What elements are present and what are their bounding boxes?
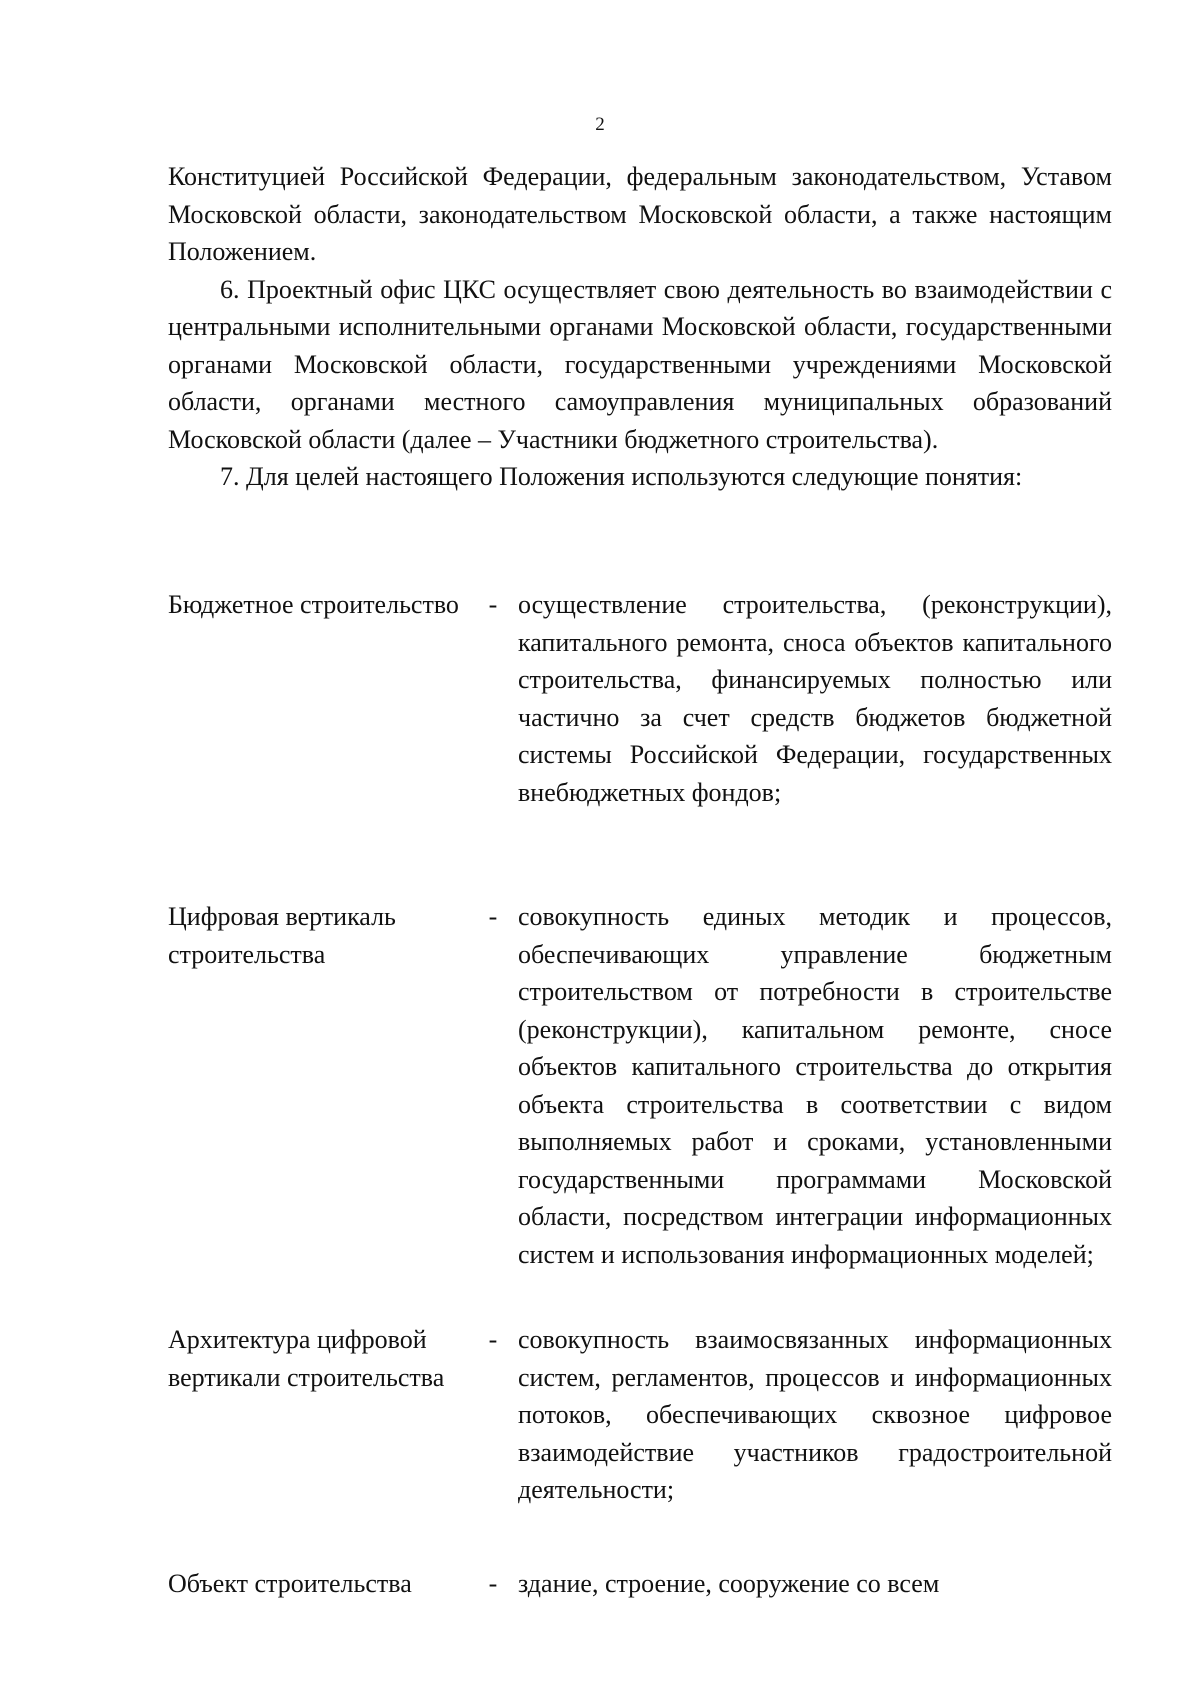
terms-list	[168, 586, 1112, 1631]
term-name: Архитектура цифровой вертикали строительства	[168, 1325, 445, 1392]
term-row	[168, 1321, 1112, 1537]
term-name: Объект строительства	[168, 1569, 412, 1598]
paragraph-6: 6. Проектный офис ЦКС осуществляет свою деятельность во взаимодействии с центральными исполнительными органами Московской области, государственными органами Московской области, государственными учреждениями Московской области, органами местного самоуправления муниципальных образований Московской области (далее – Участники бюджетного строительства).	[168, 274, 1112, 454]
term-dash: -	[488, 902, 498, 931]
term-name: Цифровая вертикаль строительства	[168, 902, 396, 969]
term-name: Бюджетное строительство	[168, 590, 459, 619]
term-dash: -	[488, 1325, 498, 1354]
intro-text	[168, 158, 1112, 496]
term-definition: совокупность взаимосвязанных информационных систем, регламентов, процессов и информационных потоков, обеспечивающих сквозное цифровое взаимодействие участников градостроительной деятельности;	[518, 1325, 1112, 1504]
page-number: 2	[595, 114, 605, 135]
term-definition: совокупность единых методик и процессов, обеспечивающих управление бюджетным строительством от потребности в строительстве (реконструкции), капитальном ремонте, сносе объектов капитального строительства до открытия объекта строительства в соответствии с видом выполняемых работ и сроками, установленными государственными программами Московской области, посредством интеграции информационных систем и использования информационных моделей;	[518, 902, 1112, 1269]
term-dash: -	[488, 1569, 498, 1598]
term-definition: осуществление строительства, (реконструкции), капитального ремонта, сноса объектов капитального строительства, финансируемых полностью или частично за счет средств бюджетов бюджетной системы Российской Федерации, государственных внебюджетных фондов;	[518, 590, 1112, 807]
term-dash: -	[488, 590, 498, 619]
term-definition: здание, строение, сооружение со всем	[518, 1569, 940, 1598]
paragraph-7: 7. Для целей настоящего Положения используются следующие понятия:	[220, 462, 1023, 491]
term-row	[168, 898, 1112, 1293]
term-row	[168, 1565, 1112, 1603]
term-row	[168, 586, 1112, 870]
paragraph-continuation: Конституцией Российской Федерации, федеральным законодательством, Уставом Московской области, законодательством Московской области, а также настоящим Положением.	[168, 162, 1112, 266]
